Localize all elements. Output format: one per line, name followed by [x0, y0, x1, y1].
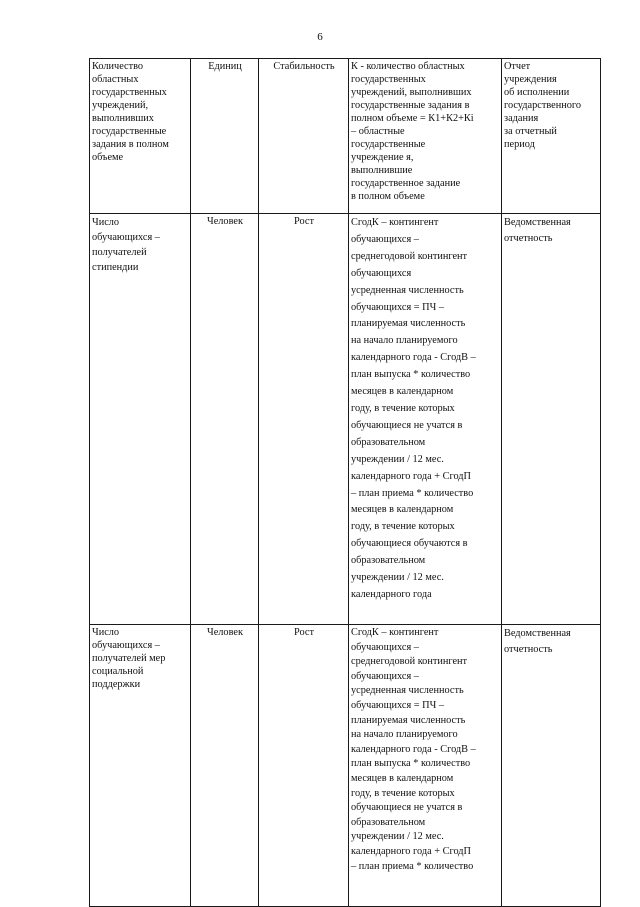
formula-cell [349, 625, 502, 907]
trend-cell: Стабильность [259, 59, 349, 214]
unit-cell: Единиц [191, 59, 259, 214]
source-cell: Ведомственная отчетность [502, 214, 601, 625]
unit-cell: Человек [191, 214, 259, 625]
indicators-table [89, 58, 601, 907]
table-row [90, 214, 601, 625]
source-cell: Отчет учреждения об исполнении государственного задания за отчетный период [502, 59, 601, 214]
source-cell: Ведомственная отчетность [502, 625, 601, 907]
indicator-cell: Число обучающихся – получателей мер социальной поддержки [90, 625, 191, 907]
page-number: 6 [317, 31, 323, 43]
trend-cell: Рост [259, 625, 349, 907]
indicator-cell: Число обучающихся – получателей стипендии [90, 214, 191, 625]
trend-cell: Рост [259, 214, 349, 625]
formula-text: СгодК – контингент обучающихся – среднегодовой контингент обучающихся усредненная численность обучающихся = ПЧ – планируемая численность на начало планируемого календарного года - СгодВ – план выпуска * количество месяцев в календарном году, в течение которых обучающиеся не учатся в образовательном учреждении / 12 мес. календарного года + СгодП – план приема * количество месяцев в календарном году, в течение которых обучающиеся обучаются в образовательном учреждении / 12 мес. календарного года [351, 217, 476, 600]
formula-cell [349, 214, 502, 625]
unit-cell: Человек [191, 625, 259, 907]
table-row [90, 59, 601, 214]
formula-cell: К - количество областных государственных учреждений, выполнивших государственные задания в полном объеме = К1+К2+Кi – областные государственные учреждение я, выполнившие государственное задание в полном объеме [349, 59, 502, 214]
formula-text: СгодК – контингент обучающихся – среднегодовой контингент обучающихся – усредненная численность обучающихся = ПЧ – планируемая численность на начало планируемого календарного года - СгодВ – план выпуска * количество месяцев в календарном году, в течение которых обучающиеся не учатся в образовательном учреждении / 12 мес. календарного года + СгодП – план приема * количество [351, 627, 476, 872]
table-row [90, 625, 601, 907]
indicator-cell: Количество областных государственных учреждений, выполнивших государственные задания в полном объеме [90, 59, 191, 214]
